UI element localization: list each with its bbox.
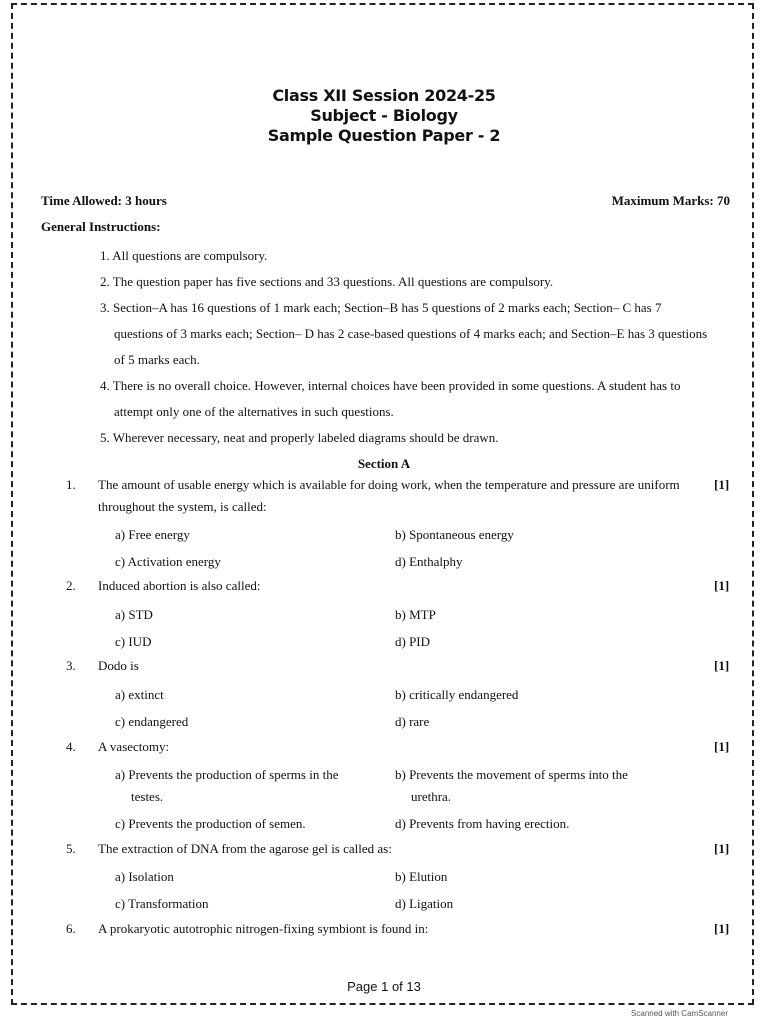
option-text-line: b) Prevents the movement of sperms into the bbox=[395, 767, 628, 782]
option-text-line: urethra. bbox=[411, 789, 452, 804]
option-d: d) rare bbox=[395, 714, 430, 729]
question-text bbox=[98, 474, 703, 518]
instruction-item: 3. Section–A has 16 questions of 1 mark each; Section–B has 5 questions of 2 marks each; Section– C has 7 bbox=[100, 300, 662, 315]
question-marks: [1] bbox=[714, 841, 730, 856]
section-a-title: Section A bbox=[357, 456, 411, 471]
question-text-line: throughout the system, is called: bbox=[98, 499, 267, 514]
general-instructions-heading: General Instructions: bbox=[41, 219, 161, 234]
option-c: c) Prevents the production of semen. bbox=[115, 816, 306, 831]
question-text: A prokaryotic autotrophic nitrogen-fixing symbiont is found in: bbox=[98, 921, 429, 936]
instruction-item: 1. All questions are compulsory. bbox=[100, 248, 268, 263]
question-number: 6. bbox=[66, 921, 76, 936]
question-marks: [1] bbox=[714, 921, 730, 936]
option-d: d) Prevents from having erection. bbox=[395, 816, 570, 831]
page-number: Page 1 of 13 bbox=[347, 979, 421, 994]
option-b: b) Spontaneous energy bbox=[395, 527, 514, 542]
option-d: d) Ligation bbox=[395, 896, 454, 911]
question-number: 3. bbox=[66, 658, 76, 673]
maximum-marks: Maximum Marks: 70 bbox=[611, 193, 730, 208]
question-text: A vasectomy: bbox=[98, 739, 170, 754]
option-b bbox=[395, 764, 665, 808]
option-c: c) IUD bbox=[115, 634, 152, 649]
option-a: a) STD bbox=[115, 607, 153, 622]
question-marks: [1] bbox=[714, 658, 730, 673]
option-c: c) endangered bbox=[115, 714, 189, 729]
time-allowed: Time Allowed: 3 hours bbox=[41, 193, 167, 208]
question-marks: [1] bbox=[714, 477, 730, 492]
instruction-item: 5. Wherever necessary, neat and properly labeled diagrams should be drawn. bbox=[100, 430, 499, 445]
instruction-item: 2. The question paper has five sections and 33 questions. All questions are compulsory. bbox=[100, 274, 554, 289]
option-b: b) critically endangered bbox=[395, 687, 519, 702]
question-text: Dodo is bbox=[98, 658, 139, 673]
question-number: 4. bbox=[66, 739, 76, 754]
instruction-item-continuation: questions of 3 marks each; Section– D has 2 case-based questions of 4 marks each; and Section–E has 3 questions bbox=[114, 326, 708, 341]
option-a: a) extinct bbox=[115, 687, 164, 702]
option-d: d) Enthalphy bbox=[395, 554, 463, 569]
question-text-line: The amount of usable energy which is available for doing work, when the temperature and pressure are uniform bbox=[98, 477, 680, 492]
subject-heading: Subject - Biology bbox=[310, 106, 458, 125]
class-session-heading: Class XII Session 2024-25 bbox=[272, 86, 496, 105]
scanner-watermark: Scanned with CamScanner bbox=[631, 1009, 728, 1018]
option-c: c) Transformation bbox=[115, 896, 209, 911]
question-marks: [1] bbox=[714, 739, 730, 754]
option-a: a) Isolation bbox=[115, 869, 174, 884]
question-number: 2. bbox=[66, 578, 76, 593]
question-text: The extraction of DNA from the agarose gel is called as: bbox=[98, 841, 392, 856]
option-d: d) PID bbox=[395, 634, 431, 649]
option-text-line: a) Prevents the production of sperms in the bbox=[115, 767, 339, 782]
instruction-list bbox=[100, 243, 740, 451]
instruction-item: 4. There is no overall choice. However, internal choices have been provided in some questions. A student has to bbox=[100, 378, 681, 393]
option-b: b) Elution bbox=[395, 869, 448, 884]
question-marks: [1] bbox=[714, 578, 730, 593]
option-b: b) MTP bbox=[395, 607, 436, 622]
option-a bbox=[115, 764, 385, 808]
option-text-line: testes. bbox=[131, 789, 164, 804]
question-text: Induced abortion is also called: bbox=[98, 578, 261, 593]
paper-title: Sample Question Paper - 2 bbox=[267, 126, 501, 145]
option-c: c) Activation energy bbox=[115, 554, 221, 569]
instruction-item-continuation: of 5 marks each. bbox=[114, 352, 200, 367]
instruction-item-continuation: attempt only one of the alternatives in such questions. bbox=[114, 404, 394, 419]
question-number: 5. bbox=[66, 841, 76, 856]
question-number: 1. bbox=[66, 477, 76, 492]
option-a: a) Free energy bbox=[115, 527, 190, 542]
